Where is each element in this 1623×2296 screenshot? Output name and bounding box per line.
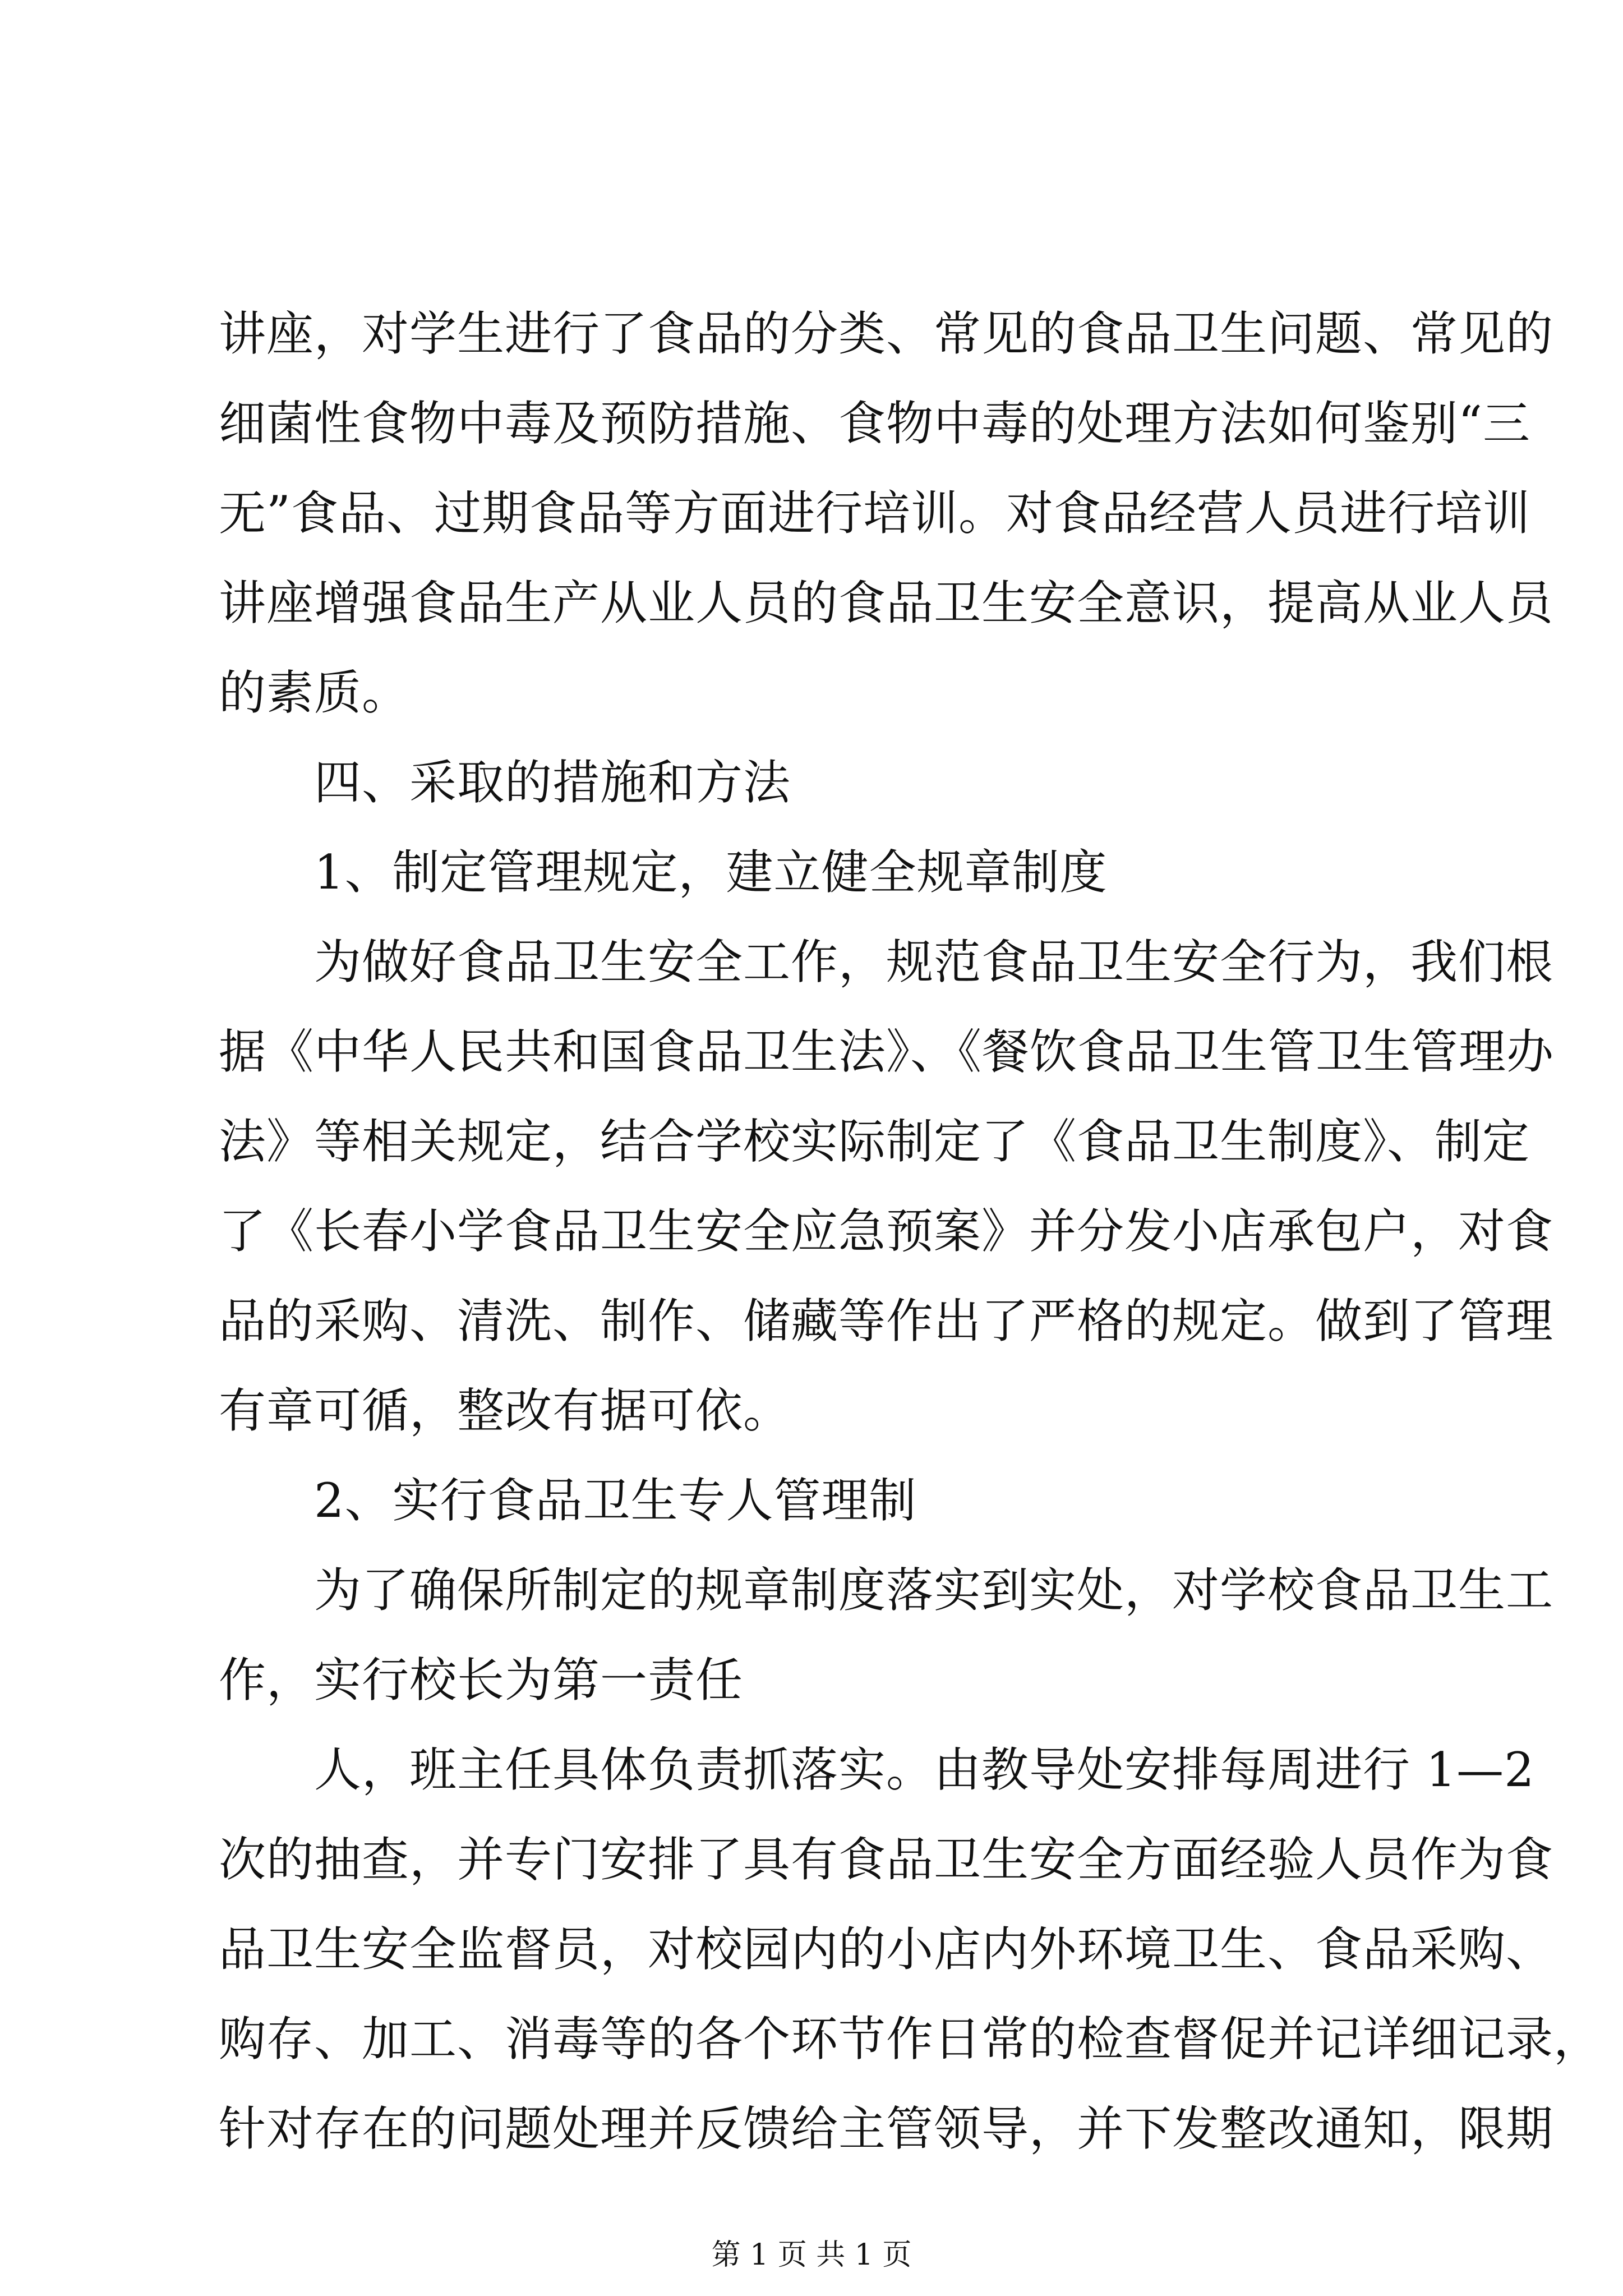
text-line: 品的采购、清洗、制作、储藏等作出了严格的规定。做到了管理 bbox=[219, 1294, 1554, 1349]
text-line: 作，实行校长为第一责任 bbox=[219, 1653, 744, 1708]
text-line: 细菌性食物中毒及预防措施、食物中毒的处理方法如何鉴别“三 bbox=[219, 396, 1530, 451]
text-line: 购存、加工、消毒等的各个环节作日常的检查督促并记详细记录， bbox=[219, 2012, 1602, 2067]
text-line: 法》等相关规定，结合学校实际制定了《食品卫生制度》、制定 bbox=[219, 1114, 1530, 1169]
text-line: 讲座增强食品生产从业人员的食品卫生安全意识，提高从业人员 bbox=[219, 576, 1554, 631]
page-number-footer: 第 1 页 共 1 页 bbox=[711, 2238, 912, 2272]
text-line: 据《中华人民共和国食品卫生法》、《餐饮食品卫生管卫生管理办 bbox=[219, 1024, 1555, 1079]
text-line: 讲座，对学生进行了食品的分类、常见的食品卫生问题、常见的 bbox=[219, 306, 1554, 361]
subsection-heading: 2、实行食品卫生专人管理制 bbox=[314, 1473, 917, 1528]
text-line: 为了确保所制定的规章制度落实到实处，对学校食品卫生工 bbox=[314, 1563, 1554, 1618]
text-line: 无”食品、过期食品等方面进行培训。对食品经营人员进行培训 bbox=[219, 486, 1530, 541]
subsection-heading: 1、制定管理规定，建立健全规章制度 bbox=[314, 845, 1108, 900]
text-line: 了《长春小学食品卫生安全应急预案》并分发小店承包户，对食 bbox=[219, 1204, 1554, 1259]
text-line: 的素质。 bbox=[219, 665, 410, 720]
text-line: 针对存在的问题处理并反馈给主管领导，并下发整改通知，限期 bbox=[219, 2101, 1554, 2156]
text-line: 有章可循，整改有据可依。 bbox=[219, 1383, 791, 1438]
section-heading: 四、采取的措施和方法 bbox=[314, 755, 791, 810]
text-line: 品卫生安全监督员，对校园内的小店内外环境卫生、食品采购、 bbox=[219, 1922, 1554, 1977]
text-line: 为做好食品卫生安全工作，规范食品卫生安全行为，我们根 bbox=[314, 935, 1554, 990]
text-line: 次的抽查，并专门安排了具有食品卫生安全方面经验人员作为食 bbox=[219, 1832, 1554, 1887]
text-line: 人，班主任具体负责抓落实。由教导处安排每周进行 1—2 bbox=[314, 1742, 1535, 1797]
